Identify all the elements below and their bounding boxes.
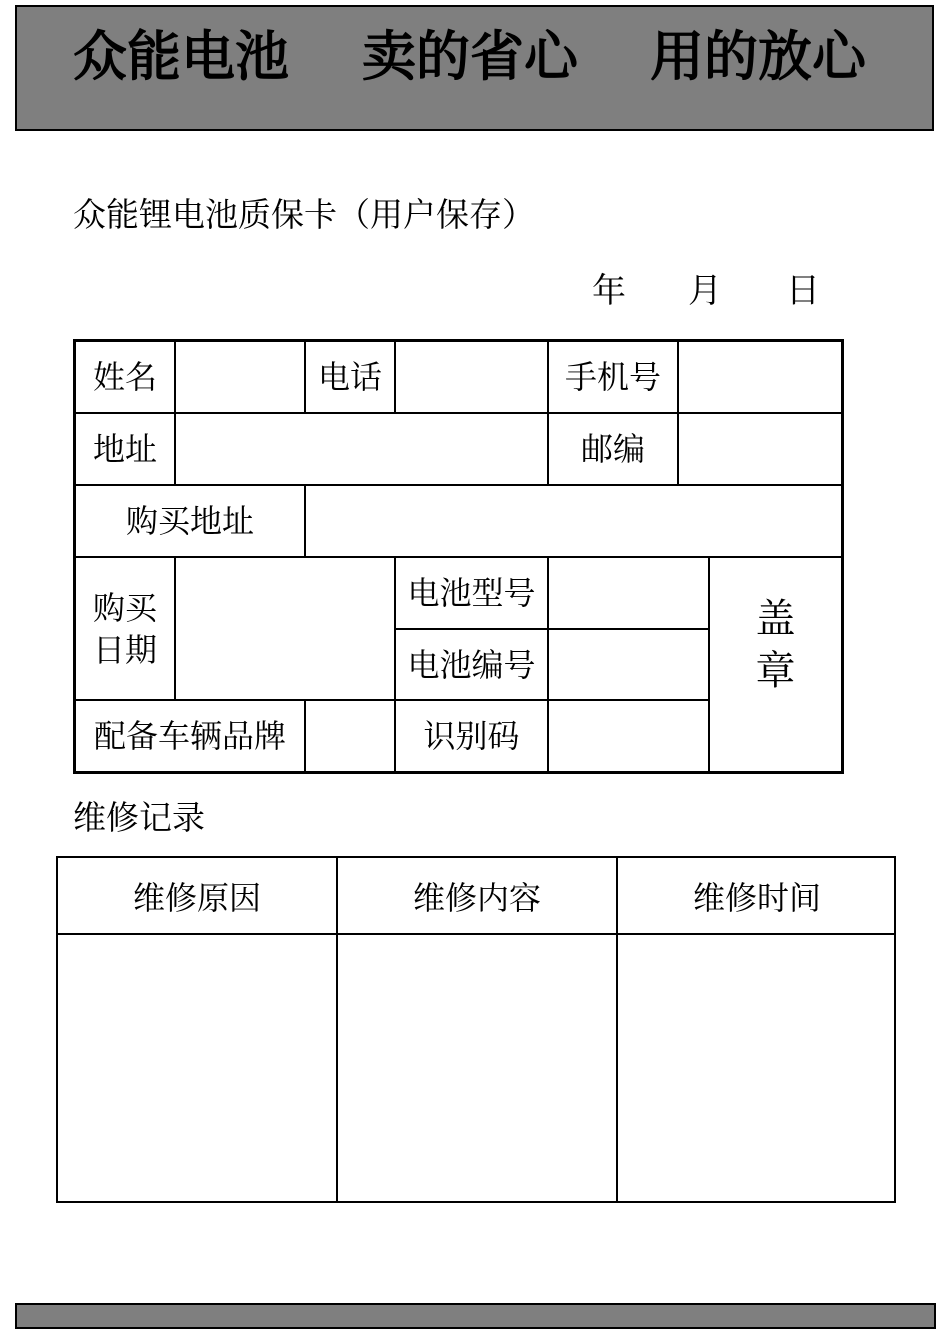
repair-content-header: 维修内容 [412,878,541,917]
purchase-date-field[interactable] [174,556,396,701]
postcode-field[interactable] [677,412,843,486]
battery-model-field[interactable] [547,556,710,630]
stamp-label-line1: 盖 [755,595,796,642]
purchase-date-label [74,556,176,701]
repair-time-cell[interactable] [618,935,894,1201]
postcode-label: 邮编 [547,412,679,486]
date-day-label: 日 [786,271,820,311]
phone-label: 电话 [304,340,396,414]
slogan [17,21,936,93]
battery-model-label: 电池型号 [394,556,549,630]
slogan-use: 用的放心 [650,25,866,88]
address-label: 地址 [74,412,176,486]
vehicle-brand-field[interactable] [304,699,396,773]
repair-content-cell[interactable] [338,935,614,1201]
purchase-address-label: 购买地址 [74,484,306,558]
date-year-label: 年 [592,271,626,311]
name-label: 姓名 [74,340,176,414]
stamp-area[interactable] [708,556,843,773]
vehicle-brand-label: 配备车辆品牌 [74,699,306,773]
phone-field[interactable] [394,340,549,414]
stamp-label-line2: 章 [755,647,796,694]
battery-number-field[interactable] [547,628,710,701]
address-field[interactable] [174,412,549,486]
repair-record-title: 维修记录 [73,798,205,837]
purchase-address-field[interactable] [304,484,843,558]
repair-time-header: 维修时间 [692,878,821,917]
slogan-sell: 卖的省心 [362,25,578,88]
id-code-field[interactable] [547,699,710,773]
card-title: 众能锂电池质保卡（用户保存） [73,195,535,234]
repair-reason-cell[interactable] [58,935,336,1201]
purchase-date-label-line2: 日期 [92,630,157,669]
slogan-brand: 众能电池 [73,25,289,88]
date-month-label: 月 [688,271,722,311]
header-banner [15,5,934,131]
repair-record-table [56,856,896,1203]
repair-reason-header: 维修原因 [132,878,261,917]
footer-bar [15,1303,936,1329]
mobile-field[interactable] [677,340,843,414]
purchase-date-label-line1: 购买 [92,588,157,627]
battery-number-label: 电池编号 [394,628,549,701]
mobile-label: 手机号 [547,340,679,414]
name-field[interactable] [174,340,306,414]
id-code-label: 识别码 [394,699,549,773]
